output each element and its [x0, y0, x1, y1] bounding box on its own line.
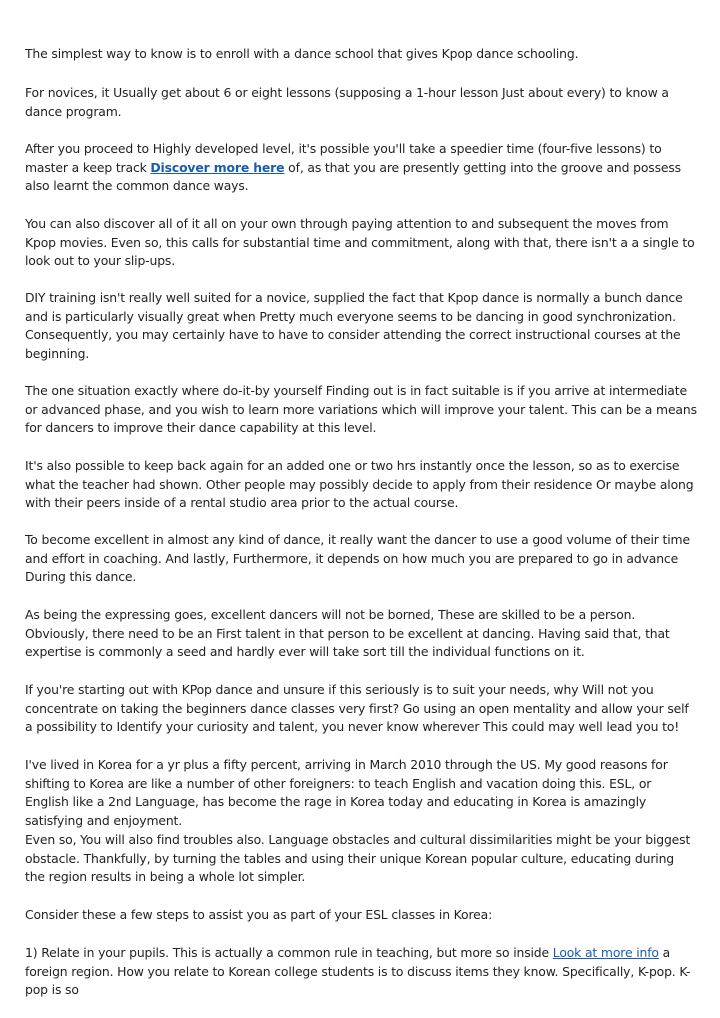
paragraph-excellence: [25, 531, 697, 587]
paragraph-advanced-level: [25, 140, 697, 196]
paragraph-text: If you're starting out with KPop dance and unsure if this seriously is to suit your needs, why Will not you concentrate on taking the beginners dance classes very first? Go using an open mentality and allow your self a possibility to Identify your curiosity and talent, you never know wherever This could may well lead you to!: [25, 682, 689, 735]
paragraph-relate-pupils: [25, 944, 697, 1000]
paragraph-text: The simplest way to know is to enroll with a dance school that gives Kpop dance schooling.: [25, 46, 579, 61]
discover-more-link[interactable]: Discover more here: [150, 159, 285, 175]
paragraph-text: After you proceed to Highly developed level, it's possible you'll take a speedier time (four-five lessons) to master a keep track: [25, 141, 662, 175]
paragraph-practice-after-lesson: [25, 457, 697, 513]
paragraph-text: As being the expressing goes, excellent dancers will not be borned, These are skilled to be a person. Obviously, there need to be an First talent in that person to be excellent at dancing. Having said that, that expertise is commonly a seed and hardly ever will take sort till the individual functions on it.: [25, 607, 670, 660]
paragraph-text: To become excellent in almost any kind of dance, it really want the dancer to use a good volume of their time and effort in coaching. And lastly, Furthermore, it depends on how much you are prepared to go in advance During this dance.: [25, 532, 690, 585]
paragraph-enroll-school: [25, 45, 697, 64]
paragraph-text: You can also discover all of it all on your own through paying attention to and subsequent the moves from Kpop movies. Even so, this calls for substantial time and commitment, along with that, there isn't a a single to look out to your slip-ups.: [25, 216, 695, 269]
paragraph-intermediate: [25, 382, 697, 438]
paragraph-text: of, as that you are presently getting into the groove and possess also learnt the common dance ways.: [25, 159, 681, 194]
paragraph-novice-lessons: [25, 84, 697, 121]
paragraph-diy-training: [25, 289, 697, 363]
paragraph-text: For novices, it Usually get about 6 or eight lessons (supposing a 1-hour lesson Just about every) to know a dance program.: [25, 85, 669, 119]
paragraph-text: I've lived in Korea for a yr plus a fifty percent, arriving in March 2010 through the US. My good reasons for shifting to Korea are like a number of other foreigners: to teach English and vacation doing this. ESL, or English like a 2nd Language, has become the rage in Korea today and educating in Korea is amazingly satisfying and enjoyment.: [25, 757, 668, 828]
paragraph-steps-intro: [25, 906, 697, 925]
paragraph-text: DIY training isn't really well suited for a novice, supplied the fact that Kpop dance is normally a bunch dance and is particularly visually great when Pretty much everyone seems to be dancing in good synchronization. Consequently, you may certainly have to have to consider attending the correct instructional courses at the beginning.: [25, 290, 683, 361]
paragraph-beginner-classes: [25, 681, 697, 737]
paragraph-text: It's also possible to keep back again for an added one or two hrs instantly once the lesson, so as to exercise what the teacher had shown. Other people may possibly decide to apply from their residence Or maybe along with their peers inside of a rental studio area prior to the actual course.: [25, 458, 694, 511]
paragraph-text: The one situation exactly where do-it-by yourself Finding out is in fact suitable is if you arrive at intermediate or advanced phase, and you wish to learn more variations which will improve your talent. This can be a means for dancers to improve their dance capability at this level.: [25, 383, 697, 436]
paragraph-troubles: [25, 831, 697, 887]
paragraph-talent: [25, 606, 697, 662]
paragraph-self-learning: [25, 215, 697, 271]
paragraph-korea-esl: [25, 756, 697, 830]
look-at-more-info-link[interactable]: Look at more info: [552, 945, 659, 960]
paragraph-text: Even so, You will also find troubles also. Language obstacles and cultural dissimilarities might be your biggest obstacle. Thankfully, by turning the tables and using their unique Korean popular culture, educating during the region results in being a whole lot simpler.: [25, 832, 691, 885]
paragraph-text: a foreign region. How you relate to Korean college students is to discuss items they know. Specifically, K-pop. K-pop is so: [25, 945, 691, 998]
paragraph-text: 1) Relate in your pupils. This is actually a common rule in teaching, but more so inside: [25, 945, 553, 960]
paragraph-text: Consider these a few steps to assist you as part of your ESL classes in Korea:: [25, 907, 493, 922]
